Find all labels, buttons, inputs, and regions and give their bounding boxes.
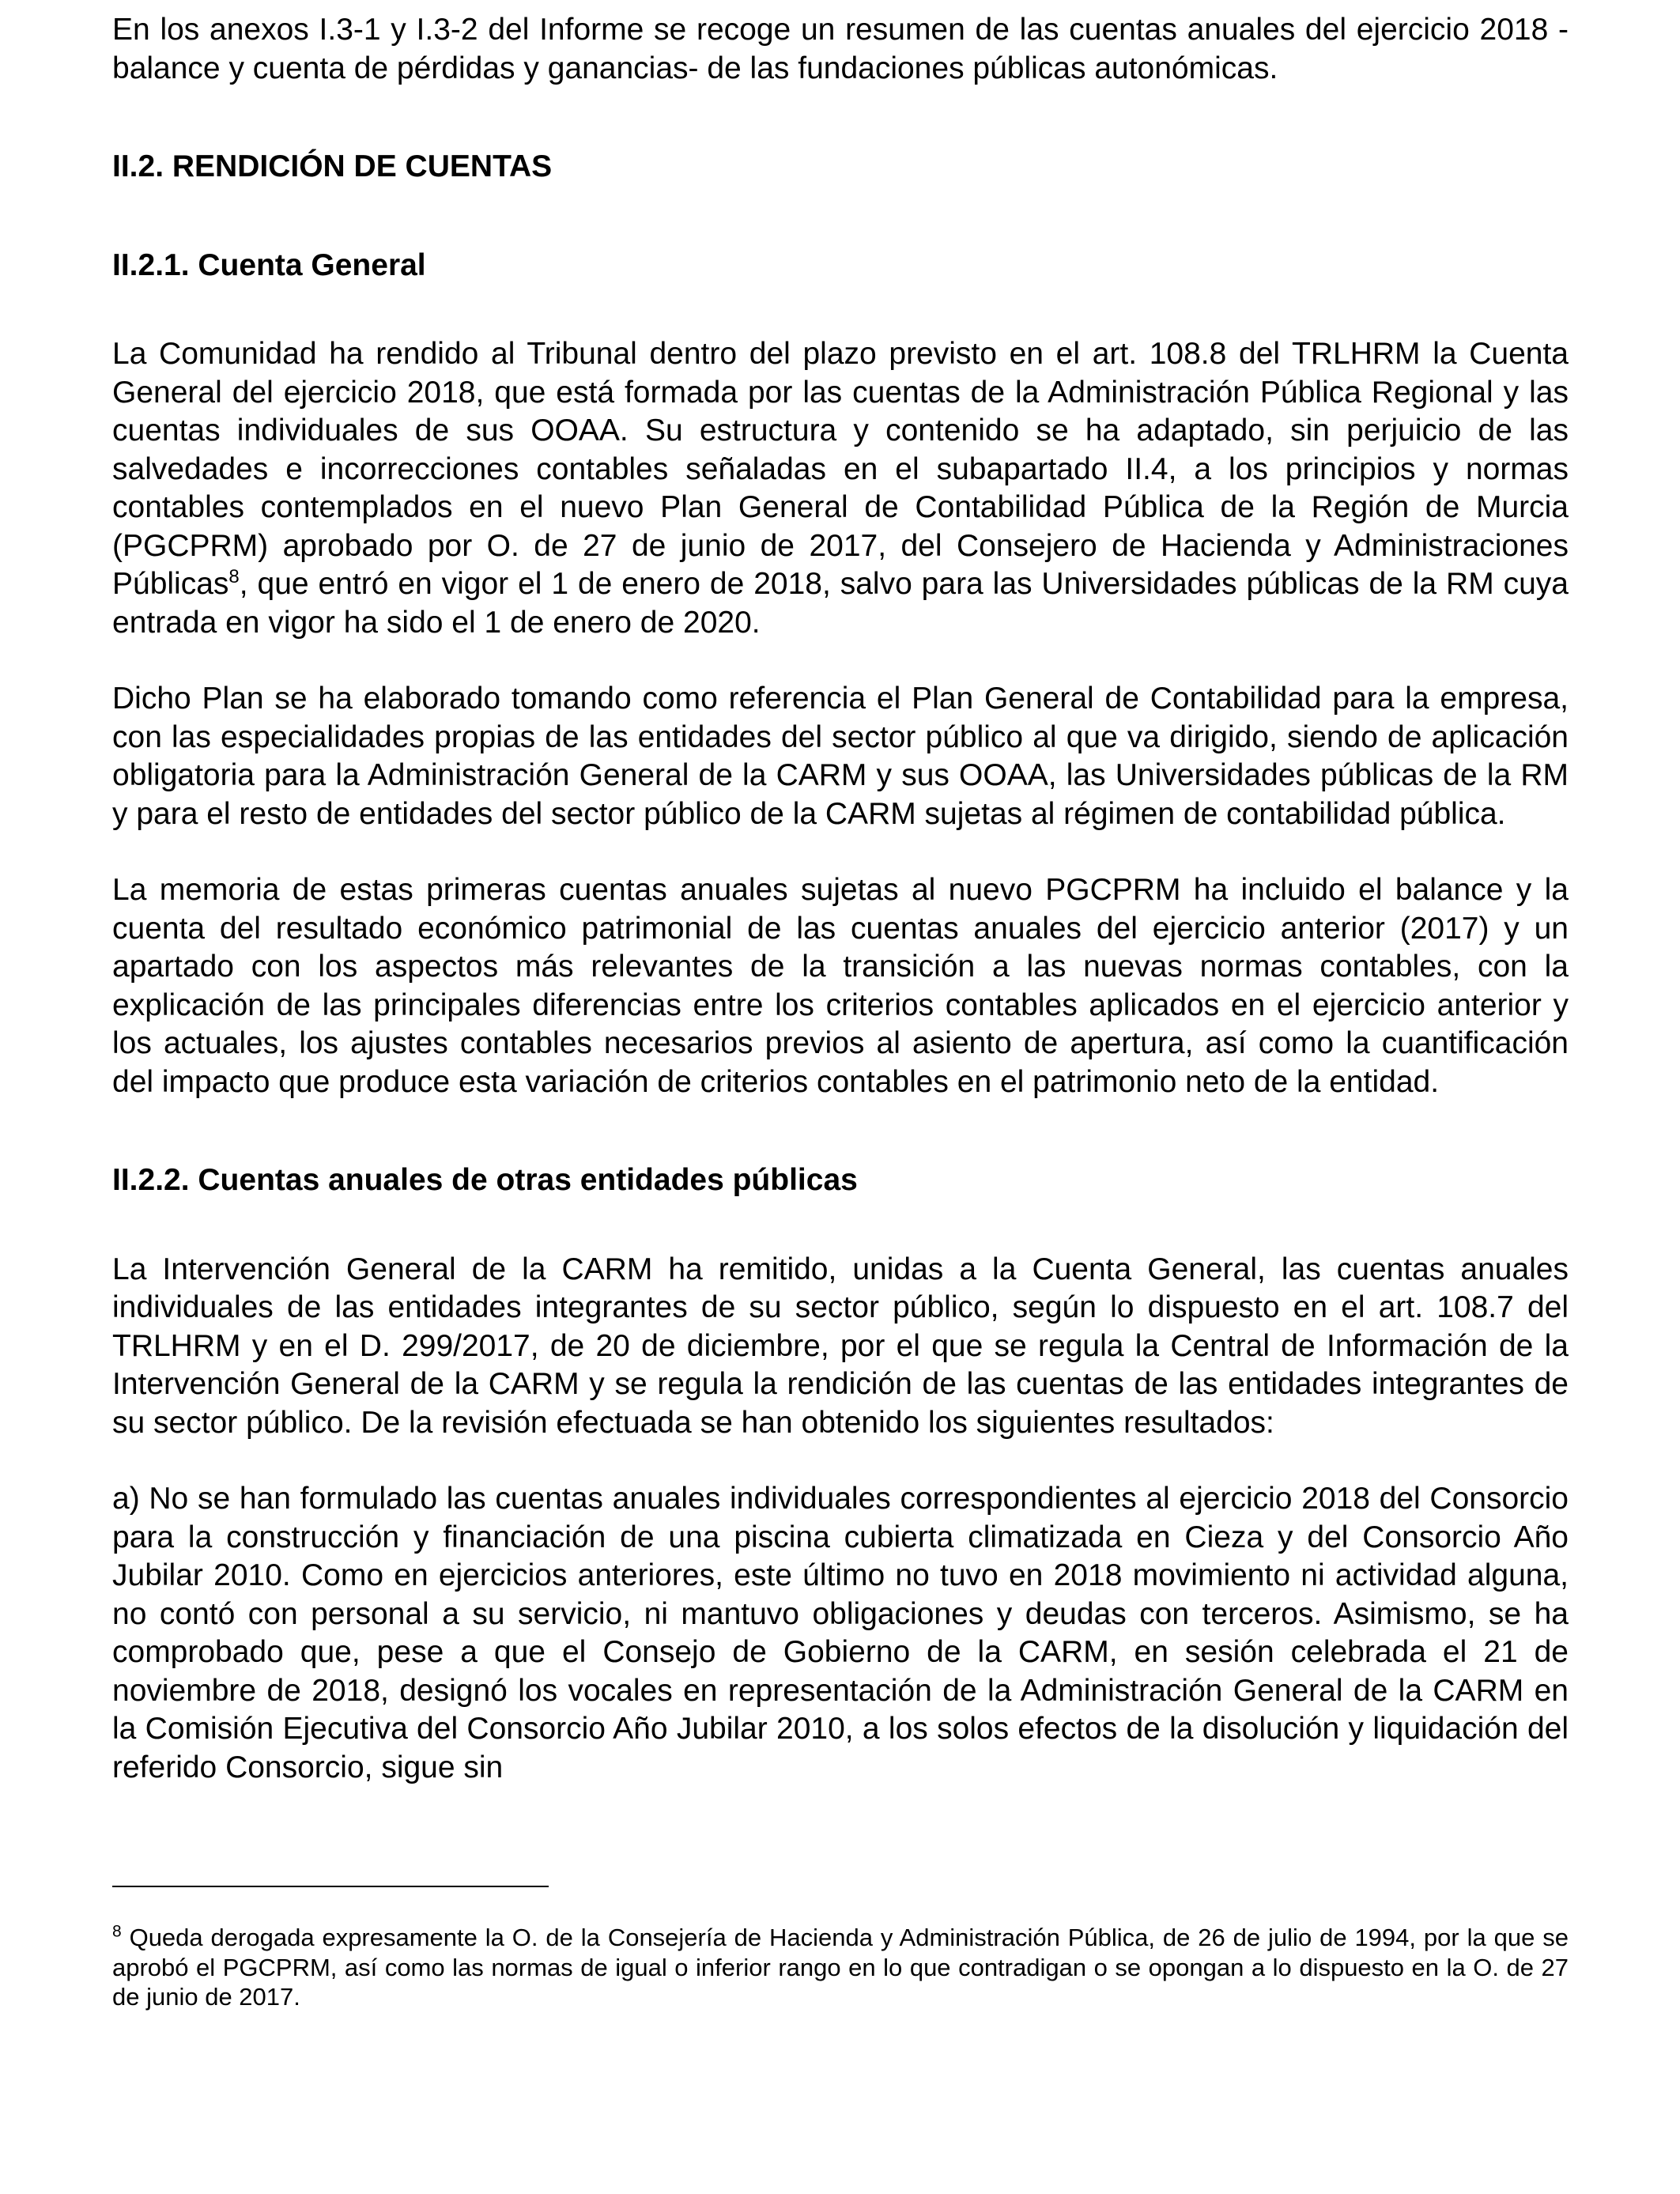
- footnote-number: 8: [112, 1922, 122, 1941]
- otras-entidades-paragraph-1: La Intervención General de la CARM ha remitido, unidas a la Cuenta General, las cuentas anuales individuales de las entidades integrantes de su sector público, según lo dispuesto en el art. 108.7 del TRLHRM y en el D. 299/2017, de 20 de diciembre, por el que se regula la Central de Información de la Intervención General de la CARM y se regula la rendición de las cuentas de las entidades integrantes de su sector público. De la revisión efectuada se han obtenido los siguientes resultados:: [112, 1252, 1569, 1440]
- cuenta-general-paragraph-3: La memoria de estas primeras cuentas anuales sujetas al nuevo PGCPRM ha incluido el balance y la cuenta del resultado económico patrimonial de las cuentas anuales del ejercicio anterior (2017) y un apartado con los aspectos más relevantes de la transición a las nuevas normas contables, con la explicación de las principales diferencias entre los criterios contables aplicados en el ejercicio anterior y los actuales, los ajustes contables necesarios previos al asiento de apertura, así como la cuantificación del impacto que produce esta variación de criterios contables en el patrimonio neto de la entidad.: [112, 873, 1569, 1099]
- paragraph-text: La Comunidad ha rendido al Tribunal dentro del plazo previsto en el art. 108.8 del TRLHRM la Cuenta General del ejercicio 2018, que está formada por las cuentas de la Administración Pública Regional y las cuentas individuales de sus OOAA. Su estructura y contenido se ha adaptado, sin perjuicio de las salvedades e incorrecciones contables señaladas en el subapartado II.4, a los principios y normas contables contemplados en el nuevo Plan General de Contabilidad Pública de la Región de Murcia (PGCPRM) aprobado por O. de 27 de junio de 2017, del Consejero de Hacienda y Administraciones Públicas: [112, 337, 1569, 601]
- footnote: [112, 1923, 1569, 2012]
- intro-paragraph: En los anexos I.3-1 y I.3-2 del Informe se recoge un resumen de las cuentas anuales del ejercicio 2018 -balance y cuenta de pérdidas y ganancias- de las fundaciones públicas autonómicas.: [112, 13, 1569, 85]
- footnote-text: Queda derogada expresamente la O. de la Consejería de Hacienda y Administración Pública, de 26 de julio de 1994, por la que se aprobó el PGCPRM, así como las normas de igual o inferior rango en lo que contradigan o se opongan a lo dispuesto en la O. de 27 de junio de 2017.: [112, 1924, 1569, 2011]
- document-body: [112, 11, 1569, 1787]
- otras-entidades-paragraph-2: a) No se han formulado las cuentas anuales individuales correspondientes al ejercicio 2018 del Consorcio para la construcción y financiación de una piscina cubierta climatizada en Cieza y del Consorcio Año Jubilar 2010. Como en ejercicios anteriores, este último no tuvo en 2018 movimiento ni actividad alguna, no contó con personal a su servicio, ni mantuvo obligaciones y deudas con terceros. Asimismo, se ha comprobado que, pese a que el Consejo de Gobierno de la CARM, en sesión celebrada el 21 de noviembre de 2018, designó los vocales en representación de la Administración General de la CARM en la Comisión Ejecutiva del Consorcio Año Jubilar 2010, a los solos efectos de la disolución y liquidación del referido Consorcio, sigue sin: [112, 1482, 1569, 1784]
- section-heading: II.2. RENDICIÓN DE CUENTAS: [112, 149, 553, 183]
- cuenta-general-paragraph-1: [112, 335, 1569, 642]
- footnote-reference: 8: [228, 566, 240, 587]
- subsection-heading-otras-entidades: II.2.2. Cuentas anuales de otras entidades públicas: [112, 1163, 858, 1197]
- paragraph-text: , que entró en vigor el 1 de enero de 2018, salvo para las Universidades públicas de la RM cuya entrada en vigor ha sido el 1 de enero de 2020.: [112, 567, 1569, 640]
- cuenta-general-paragraph-2: Dicho Plan se ha elaborado tomando como referencia el Plan General de Contabilidad para la empresa, con las especialidades propias de las entidades del sector público al que va dirigido, siendo de aplicación obligatoria para la Administración General de la CARM y sus OOAA, las Universidades públicas de la RM y para el resto de entidades del sector público de la CARM sujetas al régimen de contabilidad pública.: [112, 682, 1569, 831]
- footnote-separator: [112, 1886, 549, 1887]
- subsection-heading-cuenta-general: II.2.1. Cuenta General: [112, 247, 426, 282]
